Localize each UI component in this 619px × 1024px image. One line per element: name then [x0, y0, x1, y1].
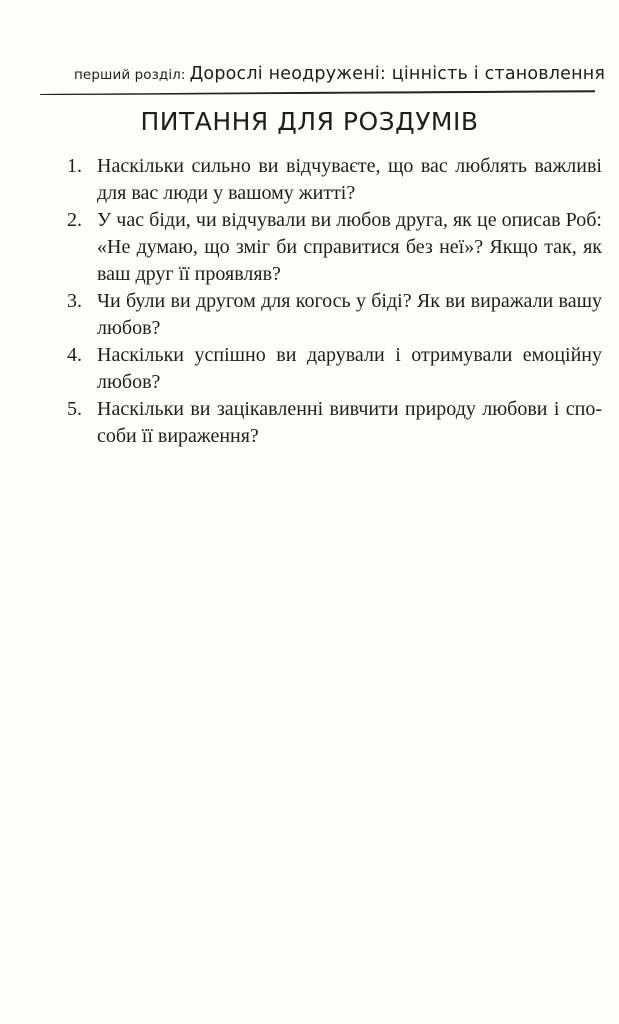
- question-item: [67, 396, 602, 450]
- question-text: Чи були ви другом для когось у біді? Як ви виражали вашу любов?: [97, 290, 602, 339]
- question-text: Наскільки ви зацікавленні вивчити природу любови і способи її вираження?: [97, 398, 602, 447]
- section-heading: ПИТАННЯ ДЛЯ РОЗДУМІВ: [140, 107, 479, 136]
- question-number: 2.: [67, 209, 82, 231]
- running-head-title: Дорослі неодружені: цінність і становлення: [189, 64, 606, 84]
- running-head: [74, 64, 606, 85]
- header-rule: [40, 88, 595, 98]
- running-head-label: перший розділ:: [74, 67, 186, 83]
- question-number: 5.: [67, 398, 82, 420]
- question-item: [67, 288, 602, 342]
- questions-list: [67, 153, 602, 450]
- question-text: У час біди, чи відчували ви любов друга, як це описав Роб: «Не думаю, що зміг би справитися без неї»? Якщо так, як ваш друг її проявляв?: [97, 209, 602, 285]
- question-item: [67, 342, 602, 396]
- question-number: 4.: [67, 344, 82, 366]
- question-text: Наскільки сильно ви відчуваєте, що вас люблять важливі для вас люди у вашому житті?: [97, 155, 602, 204]
- question-number: 1.: [67, 155, 82, 177]
- question-item: [67, 153, 602, 207]
- question-number: 3.: [67, 290, 82, 312]
- question-text: Наскільки успішно ви дарували і отримували емоційну любов?: [97, 344, 602, 393]
- question-item: [67, 207, 602, 288]
